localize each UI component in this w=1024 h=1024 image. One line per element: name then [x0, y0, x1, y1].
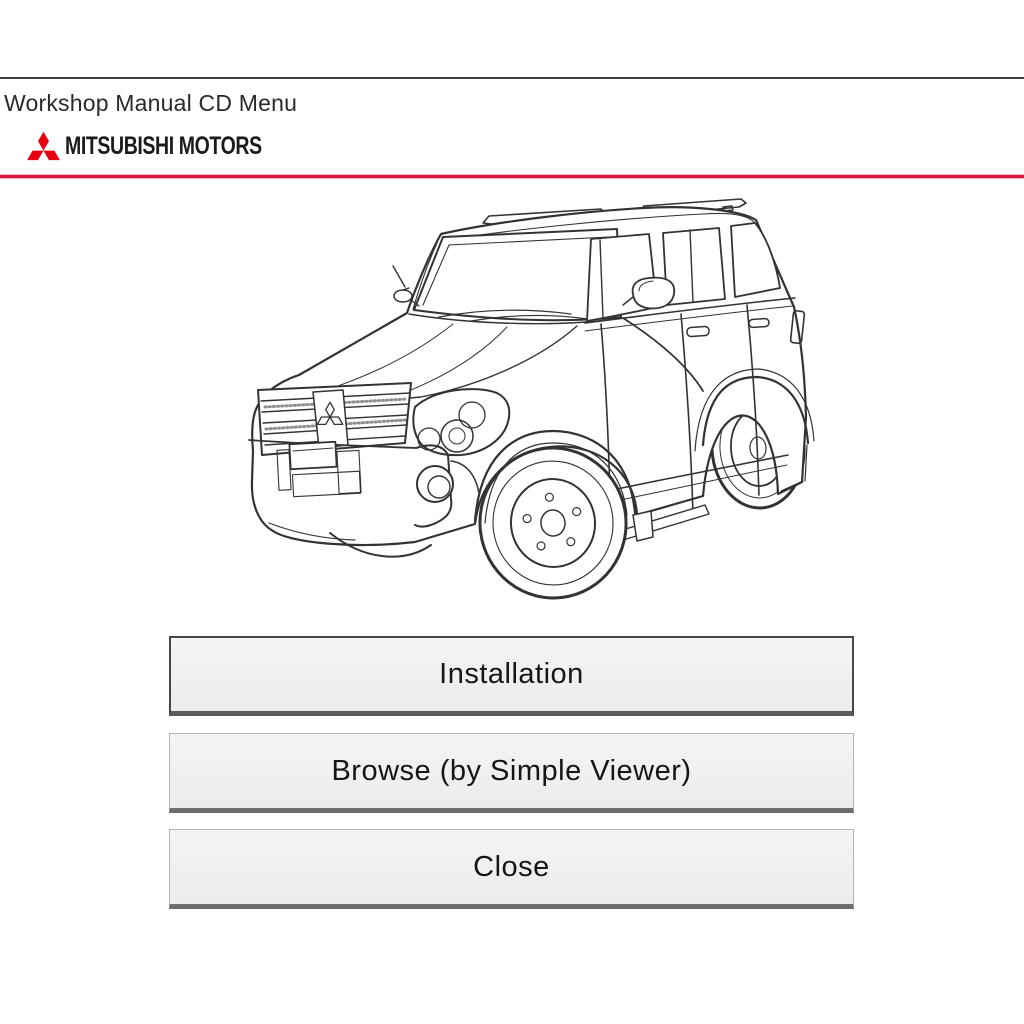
brand-accent-line [0, 175, 1024, 178]
browse-simple-viewer-button[interactable]: Browse (by Simple Viewer) [169, 733, 854, 813]
brand-logo [26, 128, 317, 164]
header-divider [0, 77, 1024, 79]
car-side-step [619, 505, 709, 540]
vehicle-illustration [235, 193, 815, 608]
brand-wordmark: MITSUBISHI MOTORS [65, 131, 262, 160]
page-title: Workshop Manual CD Menu [4, 90, 298, 116]
car-fog-lamp [417, 466, 453, 502]
close-button[interactable]: Close [169, 829, 854, 909]
mitsubishi-diamond-icon [26, 129, 61, 163]
installation-button[interactable]: Installation [169, 636, 854, 716]
